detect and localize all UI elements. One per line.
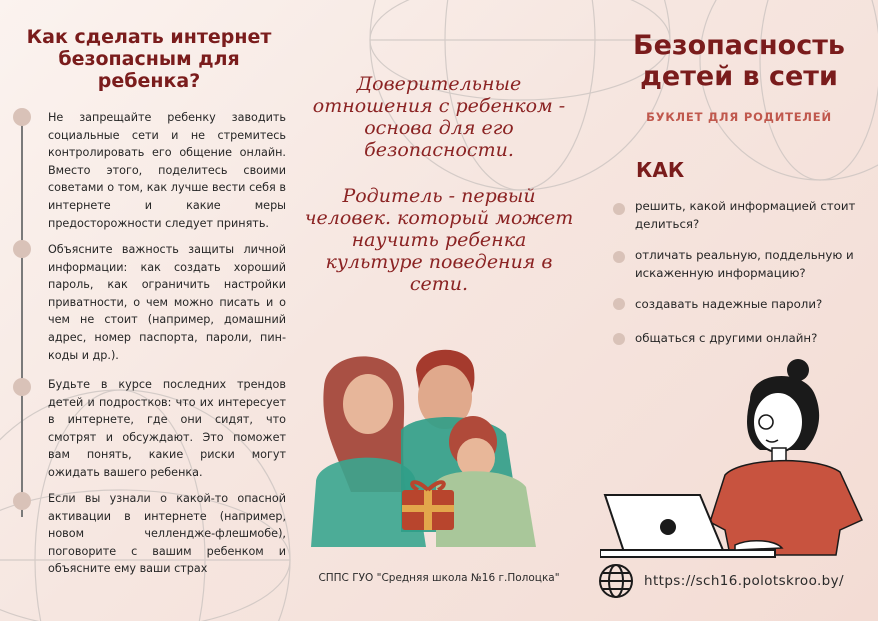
page-title: Безопасность детей в сети [633,30,845,92]
how-item: отличать реальную, поддельную и искаженную информацию? [635,248,854,280]
timeline-dot [13,378,31,396]
left-paragraph: Объясните важность защиты личной информации: как создать хороший пароль, как ограничить настройки приватности, о чем можно писать и о чем не стоит (например, домашний адрес, номер паспорта, пароли, пин-коды и др.). [48,243,286,362]
left-paragraph: Если вы узнали о какой-то опасной активации в интернете (например, новом челлендже-флешмобе), поговорите с вашим ребенком и объясните ему ваши страх [48,492,286,576]
quote-trust: Доверительные отношения с ребенком - основа для его безопасности. [312,73,566,161]
quote-parent: Родитель - первый человек. который может научить ребенка культуре поведения в сети. [304,185,574,295]
list-dot [613,333,625,345]
list-dot [613,298,625,310]
timeline-dot [13,492,31,510]
how-item: решить, какой информацией стоит делиться? [635,199,856,231]
website-url[interactable]: https://sch16.polotskroo.by/ [644,573,844,589]
globe-icon [598,563,634,599]
timeline-dot [13,240,31,258]
how-item: общаться с другими онлайн? [635,331,818,345]
list-dot [613,251,625,263]
woman-laptop-illustration [600,350,878,558]
left-paragraph: Будьте в курсе последних трендов детей и подростков: что их интересует в интернете, где они сидят, что смотрят и обсуждают. Это поможет вам понять, какие риски могут ожидать вашего ребенка. [48,378,286,479]
timeline-dot [13,108,31,126]
how-heading: КАК [636,158,685,182]
timeline-line [21,117,23,517]
how-item: создавать надежные пароли? [635,297,823,311]
school-footer: СППС ГУО "Средняя школа №16 г.Полоцка" [318,572,560,584]
website-row[interactable] [598,563,844,599]
left-paragraph: Не запрещайте ребенку заводить социальные сети и не стремитесь контролировать его общение онлайн. Вместо этого, поделитесь своими советами о том, как лучше вести себя в интернете и какие меры предосторожности следует принять. [48,111,286,230]
left-title: Как сделать интернет безопасным для ребенка? [26,26,272,92]
family-illustration [306,342,554,564]
booklet-subtitle: БУКЛЕТ ДЛЯ РОДИТЕЛЕЙ [646,110,832,124]
list-dot [613,203,625,215]
